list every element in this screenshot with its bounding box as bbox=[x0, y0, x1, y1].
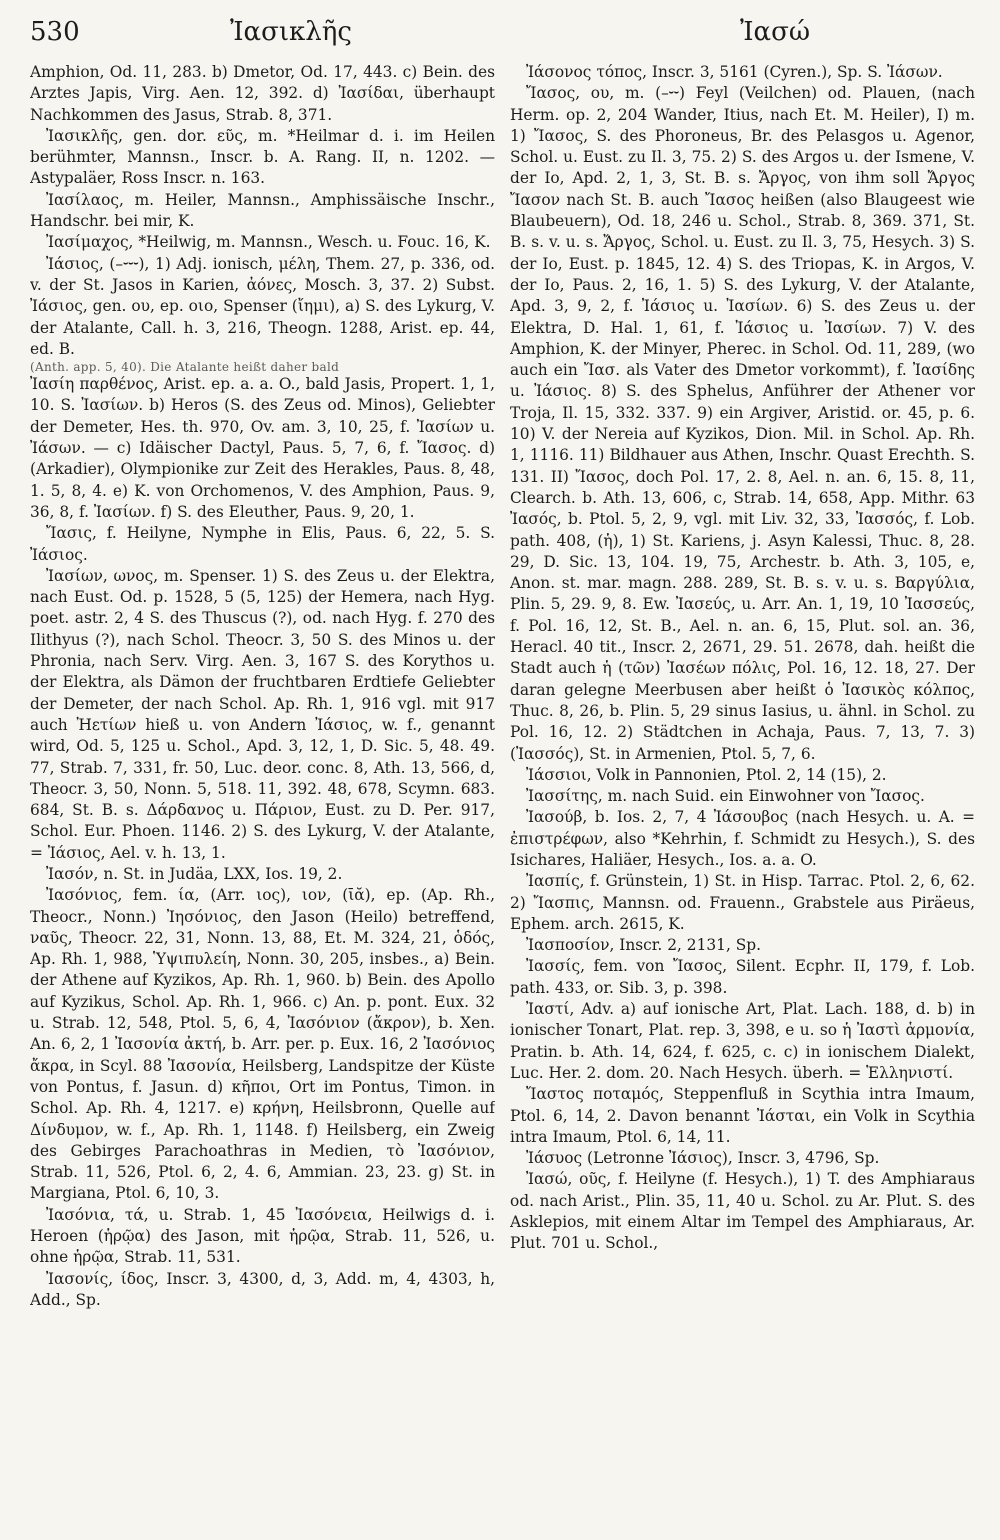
left-running-head: Ἰασικλῆς bbox=[230, 17, 352, 47]
dictionary-entry: Ἴασος, ου, m. (–⏑⏑) Feyl (Veilchen) od. Plauen, (nach Herm. op. 2, 204 Wander, Itius, nach Et. M. Heiler), I) m. 1) Ἴασος, S. des Phoroneus, Br. des Pelasgos u. Agenor, Schol. u. Eust. zu Il. 3, 75. 2) S. des Argos u. der Ismene, V. der Io, Apd. 2, 1, 3, St. B. s. Ἄργος, von ihm soll Ἄργος Ἴασον nach St. B. auch Ἴασος heißen (also Blaugeest wie Blaubeuern), Od. 18, 246 u. Schol., Strab. 8, 369. 371, St. B. s. v. u. s. Ἄργος, Schol. u. Eust. zu Il. 3, 75, Hesych. 3) S. der Io, Eust. p. 1845, 12. 4) S. des Triopas, K. in Argos, V. der Io, Paus. 2, 16, 1. 5) S. des Lykurg, V. der Atalante, Apd. 3, 9, 2, f. Ἰάσιος u. Ἰασίων. 6) S. des Zeus u. der Elektra, D. Hal. 1, 61, f. Ἰάσιος u. Ἰασίων. 7) V. des Amphion, K. der Minyer, Pherec. in Schol. Od. 11, 289, (wo auch ein Ἴασ. als Vater des Dmetor vorkommt), f. Ἰασίδης u. Ἰάσιος. 8) S. des Sphelus, Anführer der Athener vor Troja, Il. 15, 332. 337. 9) ein Argiver, Aristid. or. 45, p. 6. 10) V. der Nereia auf Kyzikos, Dion. Mil. in Schol. Ap. Rh. 1, 1116. 11) Bildhauer aus Athen, Inschr. Quast Erechth. S. 131. II) Ἴασος, doch Pol. 17, 2. 8, Ael. n. an. 6, 15. 8, 11, Clearch. b. Ath. 13, 606, c, Strab. 14, 658, App. Mithr. 63 Ἰασός, b. Ptol. 5, 2, 9, vgl. mit Liv. 32, 33, Ἰασσός, f. Lob. path. 408, (ἡ), 1) St. Kariens, j. Asyn Kalessi, Thuc. 8, 28. 29, D. Sic. 13, 104. 19, 75, Archestr. b. Ath. 3, 105, e, Anon. st. mar. magn. 288. 289, St. B. s. v. u. s. Βαργύλια, Plin. 5, 29. 9, 8. Ew. Ἰασεύς, u. Arr. An. 1, 19, 10 Ἰασσεύς, f. Pol. 16, 12, St. B., Ael. n. an. 6, 15, Plut. sol. an. 36, Heracl. 40 tit., Inscr. 2, 2671, 29. 51. 2678, dah. heißt die Stadt auch ἡ (τῶν) Ἰασέων πόλις, Pol. 16, 12. 18, 27. Der daran gelegne Meerbusen aber heißt ὁ Ἰασικὸς κόλπος, Thuc. 8, 26, b. Plin. 5, 29 sinus Iasius, u. ähnl. in Schol. zu Pol. 16, 12. 2) Städtchen in Achaja, Paus. 7, 13, 7. 3) (Ἰασσός), St. in Armenien, Ptol. 5, 7, 6. bbox=[510, 84, 975, 763]
dictionary-entry: Ἴαστος ποταμός, Steppenfluß in Scythia intra Imaum, Ptol. 6, 14, 2. Davon benannt Ἰάσται, ein Volk in Scythia intra Imaum, Ptol. 6, 14, 11. bbox=[510, 1085, 975, 1146]
dictionary-entry: Ἰασποσίον, Inscr. 2, 2131, Sp. bbox=[526, 936, 762, 955]
right-column bbox=[510, 62, 975, 1527]
page-number: 530 bbox=[30, 17, 80, 47]
dictionary-entry: (Anth. app. 5, 40). Die Atalante heißt daher bald bbox=[30, 360, 340, 375]
dictionary-entry: Ἰασίμαχος, *Heilwig, m. Mannsn., Wesch. u. Fouc. 16, K. bbox=[46, 233, 491, 252]
running-header bbox=[30, 14, 972, 50]
dictionary-entry: Ἰασόν, n. St. in Judäa, LXX, Ios. 19, 2. bbox=[46, 864, 343, 883]
dictionary-entry: Ἰάσιος, (–⏑⏑⏑), 1) Adj. ionisch, μέλη, Them. 27, p. 336, od. v. der St. Jasos in Karien, ἀόνες, Mosch. 3, 37. 2) Subst. Ἰάσιος, gen. ου, ep. οιο, Spenser (ἴημι), a) S. des Lykurg, V. der Atalante, Call. h. 3, 216, Theogn. 1288, Arist. ep. 44, ed. B. bbox=[30, 254, 495, 358]
dictionary-entry: Ἴασις, f. Heilyne, Nymphe in Elis, Paus. 6, 22, 5. S. Ἰάσιος. bbox=[30, 524, 495, 564]
dictionary-entry: Ἰασίων, ωνος, m. Spenser. 1) S. des Zeus u. der Elektra, nach Eust. Od. p. 1528, 5 (5, 125) der Hemera, nach Hyg. poet. astr. 2, 4 S. des Thuscus (?), od. nach Hyg. f. 270 des Ilithyus (?), nach Schol. Theocr. 3, 50 S. des Minos u. der Phronia, nach Serv. Virg. Aen. 3, 167 S. des Korythos u. der Elektra, als Dämon der fruchtbaren Erdtiefe Geliebter der Demeter, der nach Schol. Ap. Rh. 1, 916 vgl. mit 917 auch Ἠετίων hieß u. von Andern Ἰάσιος, w. f., genannt wird, Od. 5, 125 u. Schol., Apd. 3, 12, 1, D. Sic. 5, 48. 49. 77, Strab. 7, 331, fr. 50, Luc. deor. conc. 8, Ath. 13, 566, d, Theocr. 3, 50, Nonn. 5, 518. 11, 392. 48, 678, Scymn. 683. 684, St. B. s. Δάρδανος u. Πάριον, Eust. zu D. Per. 917, Schol. Eur. Phoen. 1146. 2) S. des Lykurg, V. der Atalante, = Ἰάσιος, Ael. v. h. 13, 1. bbox=[30, 566, 495, 862]
dictionary-entry: Ἰασονίς, ίδος, Inscr. 3, 4300, d, 3, Add. m, 4, 4303, h, Add., Sp. bbox=[30, 1269, 495, 1309]
dictionary-entry: Ἰασόνια, τά, u. Strab. 1, 45 Ἰασόνεια, Heilwigs d. i. Heroen (ἡρῷα) des Jason, mit ἡρῷα, Strab. 11, 526, u. ohne ἡρῷα, Strab. 11, 531. bbox=[30, 1205, 495, 1267]
dictionary-entry: Amphion, Od. 11, 283. b) Dmetor, Od. 17, 443. c) Bein. des Arztes Japis, Virg. Aen. 12, 392. d) Ἰασίδαι, überhaupt Nachkommen des Jasus, Strab. 8, 371. bbox=[30, 63, 495, 124]
dictionary-entry: Ἰάσονος τόπος, Inscr. 3, 5161 (Cyren.), Sp. S. Ἰάσων. bbox=[526, 63, 943, 81]
dictionary-entry: Ἰασσίς, fem. von Ἴασος, Silent. Ecphr. II, 179, f. Lob. path. 433, or. Sib. 3, p. 398. bbox=[510, 957, 975, 997]
right-running-head: Ἰασώ bbox=[740, 17, 811, 47]
dictionary-entry: Ἰασούβ, b. Ios. 2, 7, 4 Ἰάσουβος (nach Hesych. u. A. = ἐπιστρέφων, also *Kehrhin, f. Schmidt zu Hesych.), S. des Isichares, Haliäer, Hesych., Ios. a. a. O. bbox=[510, 808, 975, 869]
dictionary-entry: Ἰασπίς, f. Grünstein, 1) St. in Hisp. Tarrac. Ptol. 2, 6, 62. 2) Ἴασπις, Mannsn. od. Frauenn., Grabstele aus Piräeus, Ephem. arch. 2615, K. bbox=[510, 872, 975, 933]
dictionary-entry: Ἰασίη παρθένος, Arist. ep. a. a. O., bald Jasis, Propert. 1, 1, 10. S. Ἰασίων. b) Heros (S. des Zeus od. Minos), Geliebter der Demeter, Hes. th. 970, Ov. am. 3, 10, 25, f. Ἰασίων u. Ἰάσων. — c) Idäischer Dactyl, Paus. 5, 7, 6, f. Ἴασος. d) (Arkadier), Olympionike zur Zeit des Herakles, Paus. 8, 48, 1. 5, 8, 4. e) K. von Orchomenos, V. des Amphion, Paus. 9, 36, 8, f. Ἰασίων. f) S. des Eleuther, Paus. 9, 20, 1. bbox=[30, 375, 495, 521]
dictionary-entry: Ἰασικλῆς, gen. dor. εῦς, m. *Heilmar d. i. im Heilen berühmter, Mannsn., Inscr. b. A. Rang. II, n. 1202. — Astypaläer, Ross Inscr. n. 163. bbox=[30, 126, 495, 188]
dictionary-entry: Ἰασώ, οῦς, f. Heilyne (f. Hesych.), 1) T. des Amphiaraus od. nach Arist., Plin. 35, 11, 40 u. Schol. zu Ar. Plut. S. des Asklepios, mit einem Altar im Tempel des Amphiaraus, Ar. Plut. 701 u. Schol., bbox=[510, 1170, 975, 1253]
dictionary-entry: Ἰασόνιος, fem. ία, (Arr. ιος), ιον, (ῑᾰ), ep. (Ap. Rh., Theocr., Nonn.) Ἰησόνιος, den Jason (Heilo) betreffend, ναῦς, Theocr. 22, 31, Nonn. 13, 88, Et. M. 324, 21, ὁδός, Ap. Rh. 1, 988, Ὑψιπυλείη, Nonn. 30, 205, insbes., a) Bein. der Athene auf Kyzikos, Ap. Rh. 1, 960. b) Bein. des Apollo auf Kyzikus, Schol. Ap. Rh. 1, 966. c) An. p. pont. Eux. 32 u. Strab. 12, 548, Ptol. 5, 6, 4, Ἰασόνιον (ἄκρον), b. Xen. An. 6, 2, 1 Ἰασονία ἀκτή, b. Arr. per. p. Eux. 16, 2 Ἰασόνιος ἄκρα, in Scyl. 88 Ἰασονία, Heilsberg, Landspitze der Küste von Pontus, f. Jasun. d) κῆποι, Ort im Pontus, Timon. in Schol. Ap. Rh. 4, 1217. e) κρήνη, Heilsbronn, Quelle auf Δίνδυμον, w. f., Ap. Rh. 1, 1148. f) Heilsberg, ein Zweig des Gebirges Parachoathras in Medien, τὸ Ἰασόνιον, Strab. 11, 526, Ptol. 6, 2, 4. 6, Ammian. 23, 23. g) St. in Margiana, Ptol. 6, 10, 3. bbox=[30, 886, 495, 1203]
dictionary-entry: Ἰασίλαος, m. Heiler, Mannsn., Amphissäische Inschr., Handschr. bei mir, K. bbox=[30, 190, 495, 231]
dictionary-entry: Ἰάσυος (Letronne Ἰάσιος), Inscr. 3, 4796, Sp. bbox=[526, 1149, 880, 1168]
dictionary-entry: Ἰαστί, Adv. a) auf ionische Art, Plat. Lach. 188, d. b) in ionischer Tonart, Plat. rep. 3, 398, e u. so ἡ Ἰαστὶ ἁρμονία, Pratin. b. Ath. 14, 624, f. 625, c. c) in ionischem Dialekt, Luc. Her. 2. dom. 20. Nach Hesych. überh. = Ἑλληνιστί. bbox=[510, 1000, 975, 1082]
dictionary-entry: Ἰασσίτης, m. nach Suid. ein Einwohner von Ἴασος. bbox=[526, 787, 925, 806]
dictionary-entry: Ἰάσσιοι, Volk in Pannonien, Ptol. 2, 14 (15), 2. bbox=[526, 765, 887, 784]
left-column bbox=[30, 62, 495, 1527]
